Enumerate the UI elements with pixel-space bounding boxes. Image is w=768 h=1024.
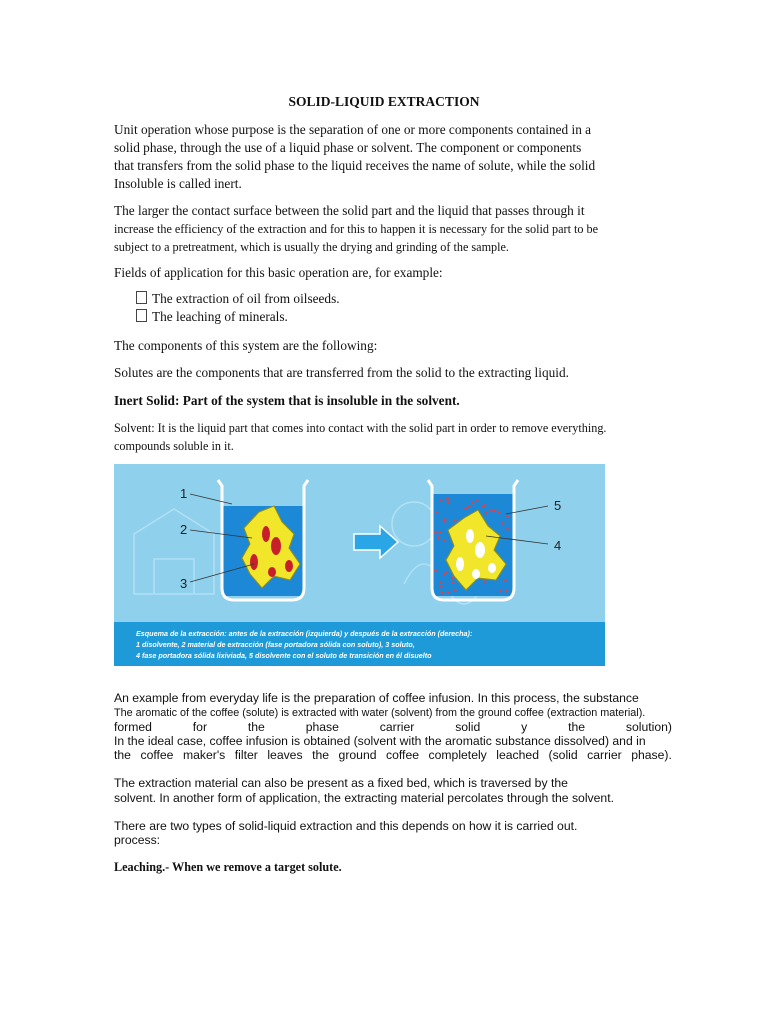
word: for: [192, 720, 208, 734]
leached-void: [472, 569, 480, 579]
coffee-line-1: An example from everyday life is the preparation of coffee infusion. In this process, the substance: [114, 691, 639, 705]
solute-dot: [447, 500, 450, 503]
word: solid: [455, 720, 481, 734]
para1-line: solid phase, through the use of a liquid phase or solvent. The component or components: [114, 140, 582, 155]
para2-line: subject to a pretreatment, which is usually the drying and grinding of the sample.: [114, 240, 509, 254]
solute-dot: [468, 505, 471, 508]
leached-void: [475, 542, 485, 558]
solute-dot: [485, 512, 488, 515]
solute-dot: [446, 497, 449, 500]
components-intro: The components of this system are the following:: [114, 338, 378, 353]
word: the: [312, 748, 330, 762]
word: formed: [114, 720, 152, 734]
solute-dot: [441, 592, 444, 595]
caption-line: Esquema de la extracción: antes de la extracción (izquierda) y después de la extracción (derecha):: [136, 629, 473, 638]
solute-dot: [505, 590, 508, 593]
bullet-item: [136, 309, 288, 325]
solute-dot: [447, 591, 450, 594]
solute-dot: [504, 579, 507, 582]
word: carrier: [587, 748, 622, 762]
solute-dot: [484, 504, 487, 507]
types-line: There are two types of solid-liquid extraction and this depends on how it is carried out.: [114, 819, 578, 833]
solute-dot: [502, 522, 505, 525]
label-1: 1: [180, 486, 188, 501]
solute-dot: [444, 518, 447, 521]
solute-dot: [437, 536, 440, 539]
word: leached: [496, 748, 539, 762]
solvent-definition-line: compounds soluble in it.: [114, 439, 234, 453]
para2-line: The larger the contact surface between the solid part and the liquid that passes through it: [114, 203, 585, 218]
leached-void: [456, 557, 464, 571]
para2-line: increase the efficiency of the extraction and for this to happen it is necessary for the solid part to be: [114, 222, 599, 236]
solute-dot: [436, 512, 439, 515]
solute-dot: [434, 531, 437, 534]
solute-particle: [268, 567, 276, 577]
solute-dot: [484, 580, 487, 583]
word: leaves: [267, 748, 303, 762]
label-4: 4: [554, 538, 562, 553]
leached-void: [466, 529, 474, 543]
solute-particle: [250, 554, 258, 570]
word: completely: [428, 748, 487, 762]
types-line: process:: [114, 833, 161, 847]
word: maker's: [182, 748, 226, 762]
leached-void: [488, 563, 496, 573]
extraction-figure: [114, 464, 605, 666]
para1-line: Insoluble is called inert.: [114, 176, 242, 191]
word: phase).: [631, 748, 672, 762]
solute-dot: [443, 573, 446, 576]
coffee-line-5: [114, 746, 672, 764]
solute-dot: [490, 509, 493, 512]
solute-dot: [439, 531, 442, 534]
label-2: 2: [180, 522, 188, 537]
bullet-box-icon: [136, 309, 147, 322]
word: (solid: [548, 748, 578, 762]
bullet-item: [136, 291, 340, 307]
fields-intro: Fields of application for this basic operation are, for example:: [114, 265, 443, 280]
solute-dot: [452, 582, 455, 585]
word: filter: [234, 748, 258, 762]
label-3: 3: [180, 576, 188, 591]
solute-particle: [285, 560, 293, 572]
solutes-definition: Solutes are the components that are transferred from the solid to the extracting liquid.: [114, 365, 569, 380]
caption-line: 1 disolvente, 2 material de extracción (fase portadora sólida con soluto), 3 soluto,: [136, 640, 415, 649]
word: the: [247, 720, 265, 734]
solvent-definition-line: Solvent: It is the liquid part that comes into contact with the solid part in order to remove everything.: [114, 421, 607, 435]
word: solution): [625, 720, 672, 734]
fixed-bed-line: solvent. In another form of application, the extracting material percolates through the solvent.: [114, 791, 614, 805]
solute-particle: [271, 537, 281, 555]
solute-dot: [471, 502, 474, 505]
para1-line: that transfers from the solid phase to the liquid receives the name of solute, while the solid: [114, 158, 596, 173]
inert-solid-definition: Inert Solid: Part of the system that is insoluble in the solvent.: [114, 393, 460, 408]
solute-dot: [476, 499, 479, 502]
label-5: 5: [554, 498, 562, 513]
solute-dot: [499, 590, 502, 593]
word: the: [114, 748, 131, 762]
solute-dot: [464, 507, 467, 510]
word: coffee: [386, 748, 419, 762]
coffee-line-4: In the ideal case, coffee infusion is obtained (solvent with the aromatic substance dissolved) and in: [114, 734, 646, 748]
beaker-after: [428, 480, 518, 600]
solute-dot: [443, 539, 446, 542]
solute-particle: [262, 526, 270, 542]
bullet-box-icon: [136, 291, 147, 304]
solute-dot: [440, 499, 443, 502]
solute-dot: [481, 505, 484, 508]
bullet-text: The leaching of minerals.: [152, 309, 288, 324]
coffee-line-2: The aromatic of the coffee (solute) is extracted with water (solvent) from the ground coffee (extraction material).: [114, 707, 646, 719]
solute-dot: [454, 589, 457, 592]
solute-dot: [506, 528, 509, 531]
leaching-definition: Leaching.- When we remove a target solute.: [114, 860, 342, 874]
bullet-text: The extraction of oil from oilseeds.: [152, 291, 340, 306]
solute-dot: [454, 519, 457, 522]
solute-dot: [445, 571, 448, 574]
solute-dot: [506, 515, 509, 518]
fixed-bed-line: The extraction material can also be present as a fixed bed, which is traversed by the: [114, 776, 568, 790]
solute-dot: [440, 586, 443, 589]
word: the: [568, 720, 586, 734]
solute-dot: [498, 511, 501, 514]
word: y: [521, 720, 528, 734]
para1-line: Unit operation whose purpose is the separation of one or more components contained in a: [114, 122, 592, 137]
solute-dot: [451, 576, 454, 579]
word: carrier: [379, 720, 415, 734]
word: coffee: [140, 748, 174, 762]
solute-dot: [440, 581, 443, 584]
document-title: SOLID-LIQUID EXTRACTION: [288, 94, 480, 109]
solute-dot: [494, 510, 497, 513]
word: phase: [305, 720, 339, 734]
word: ground: [338, 748, 377, 762]
caption-line: 4 fase portadora sólida lixiviada, 5 disolvente con el soluto de transición en él disuelto: [136, 651, 432, 660]
solute-dot: [434, 569, 437, 572]
